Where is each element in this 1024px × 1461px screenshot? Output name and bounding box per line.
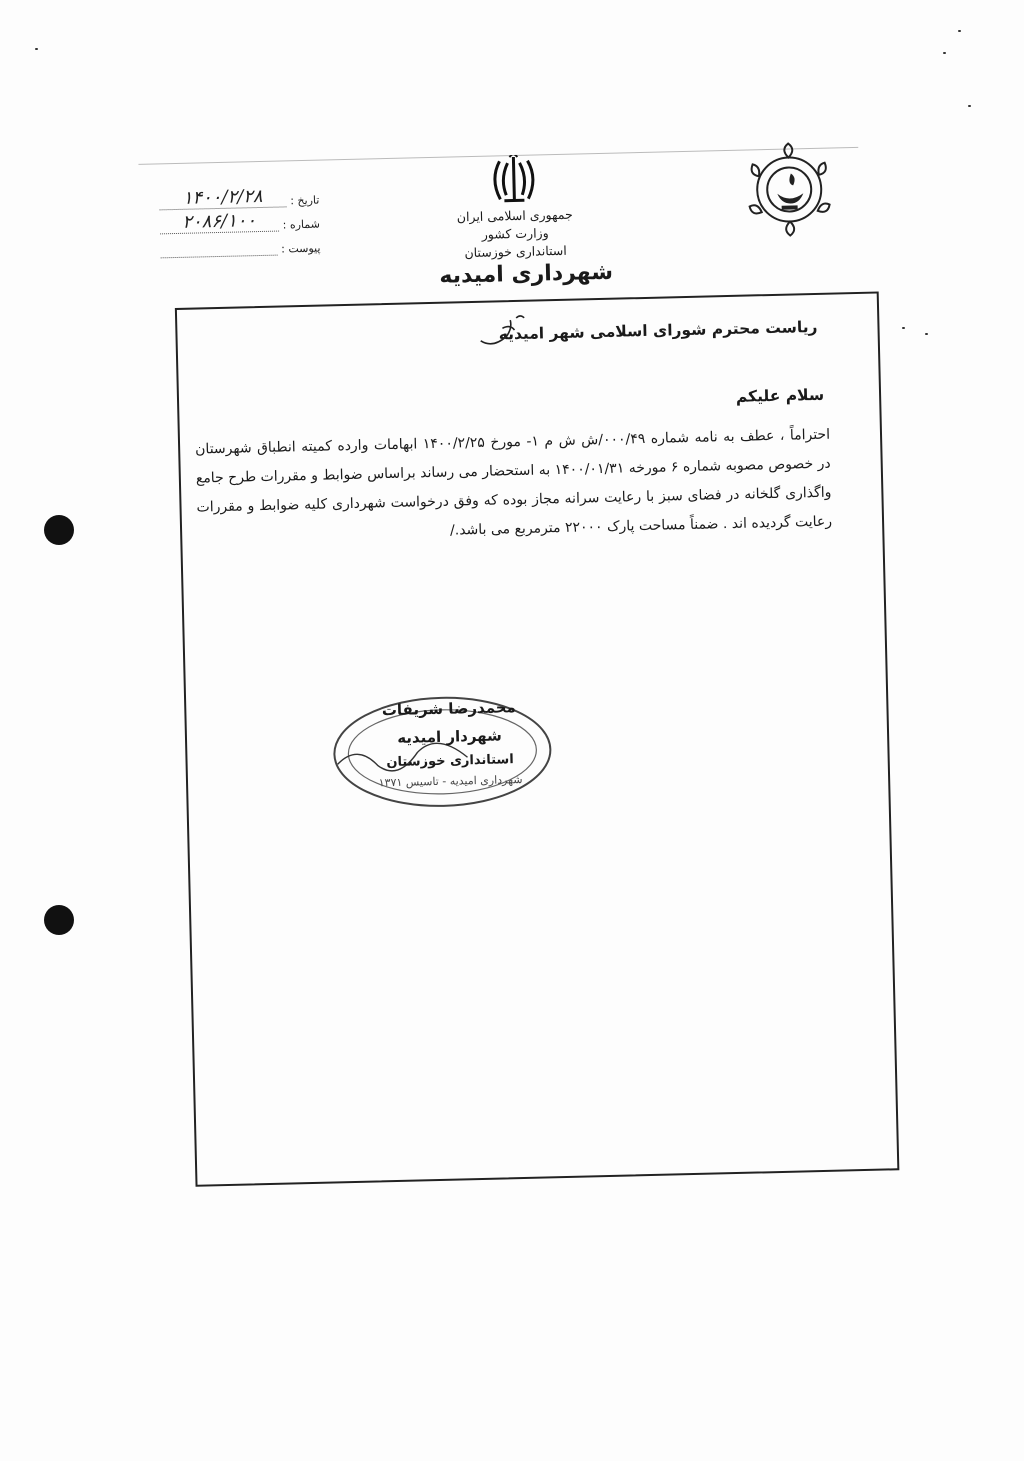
handwritten-initial-icon	[472, 310, 533, 351]
date-label: تاریخ :	[290, 193, 320, 208]
gov-line-ministry: وزارت کشور	[481, 225, 549, 242]
municipality-logo-icon	[728, 132, 851, 245]
signer-title: شهردار امیدیه	[396, 726, 503, 747]
number-value: ۲۰۸۶/۱۰۰	[160, 211, 279, 235]
iran-emblem-icon	[489, 154, 538, 205]
signer-name: محمدرضا شریفات	[381, 698, 517, 720]
attachment-value	[161, 255, 278, 259]
attachment-label: پیوست :	[281, 241, 321, 256]
government-header	[428, 153, 600, 263]
municipality-title: شهرداری امیدیه	[411, 259, 642, 289]
gov-line-province: استانداری خوزستان	[464, 242, 567, 261]
attachment-row	[160, 231, 321, 259]
letter-meta	[159, 183, 321, 259]
number-label: شماره :	[282, 217, 321, 232]
number-row	[160, 207, 321, 235]
letter-recipient: ریاست محترم شورای اسلامی شهر امیدیه	[498, 317, 818, 344]
letter-greeting: سلام علیکم	[735, 385, 825, 406]
date-value: ۱۴۰۰/۲/۲۸	[159, 186, 286, 210]
letter-body: احتراماً ، عطف به نامه شماره ۰۰۰/۴۹/ش ش م ۱- مورخ ۱۴۰۰/۲/۲۵ ابهامات وارده کمیته انطباق شهرستان در خصوص مصوبه شماره ۶ مورخه ۱۴۰۰/۰۱/۳۱ به استحضار می رساند براساس ضوابط و مقررات طرح جامع واگذاری گلخانه در فضای سبز با رعایت سرانه مجاز بوده که وفق درخواست شهرداری کلیه ضوابط و مقررات رعایت گردیده اند . ضمناً مساحت پارک ۲۲۰۰۰ مترمربع می باشد./	[194, 426, 833, 539]
stamp-bottom-text: شهرداری امیدیه - تاسیس ۱۳۷۱	[378, 772, 523, 790]
signature-block	[361, 693, 538, 793]
stamp-middle-text: استانداری خوزستان	[386, 752, 514, 771]
gov-line-country: جمهوری اسلامی ایران	[456, 206, 573, 225]
date-row	[159, 183, 320, 211]
